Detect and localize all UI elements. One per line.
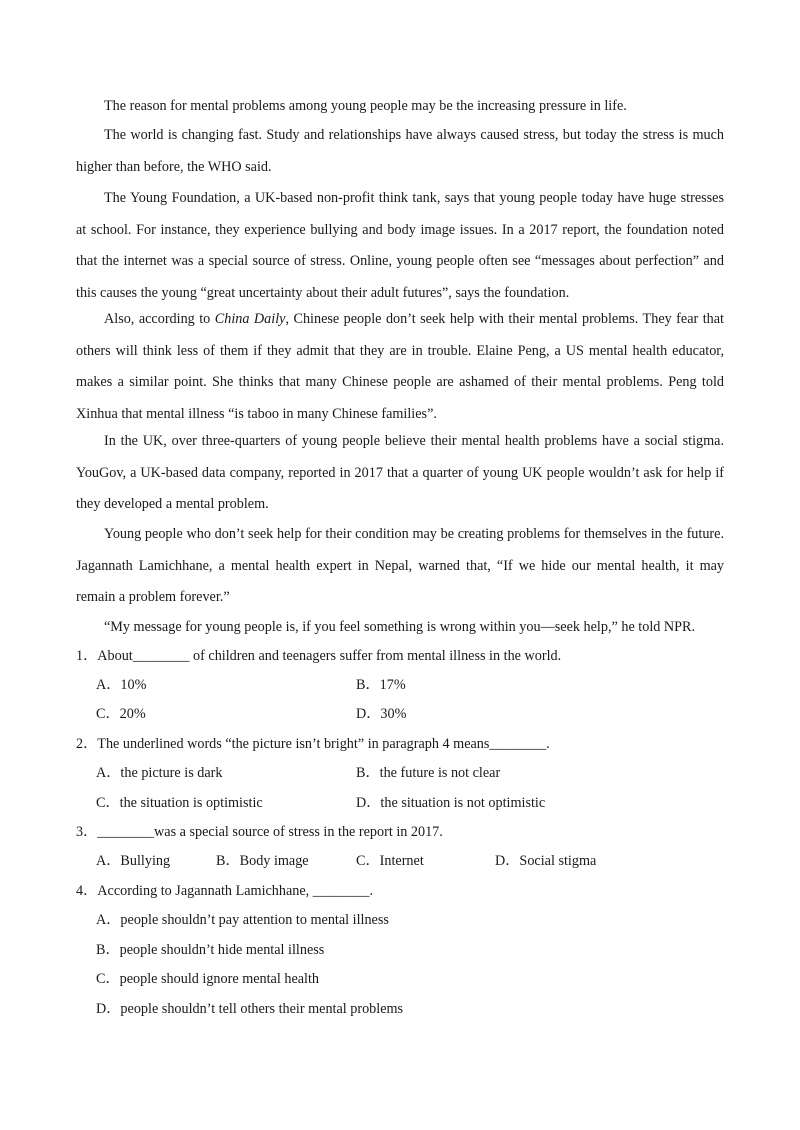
paragraph-3: The Young Foundation, a UK-based non-profit think tank, says that young people today have huge stresses at school. For instance, they experience bullying and body image issues. In a 2017 report, the foundation noted that the internet was a special source of stress. Online, young people often see “messages about perfection” and this causes the young “great uncertainty about their adult futures”, says the foundation.: [76, 190, 724, 301]
paragraph-4: [76, 304, 724, 430]
paragraph-1: The reason for mental problems among young people may be the increasing pressure in life.: [104, 98, 627, 114]
question-3-stem: 3．________was a special source of stress in the report in 2017.: [76, 824, 443, 840]
question-4-option-a: A．people shouldn’t pay attention to mental illness: [96, 912, 389, 928]
paragraph-7: “My message for young people is, if you feel something is wrong within you—seek help,” he told NPR.: [104, 619, 696, 635]
question-3-option-c: C．Internet: [356, 853, 424, 869]
question-1-option-c: C．20%: [96, 706, 146, 722]
question-1-option-d: D．30%: [356, 706, 407, 722]
newspaper-title: China Daily: [214, 311, 286, 327]
question-2-option-a: A．the picture is dark: [96, 765, 223, 781]
question-4-option-d: D．people shouldn’t tell others their mental problems: [96, 1001, 404, 1017]
paragraph-4-text-start: Also, according to: [104, 311, 215, 327]
paragraph-6: Young people who don’t seek help for their condition may be creating problems for themselves in the future. Jagannath Lamichhane, a mental health expert in Nepal, warned that, “If we hide our mental health, it may remain a problem forever.”: [76, 526, 724, 605]
question-4-option-c: C．people should ignore mental health: [96, 971, 320, 987]
question-2-option-d: D．the situation is not optimistic: [356, 795, 546, 811]
question-3-option-d: D．Social stigma: [495, 853, 597, 869]
question-4-stem: 4．According to Jagannath Lamichhane, ________.: [76, 883, 374, 899]
question-4-option-b: B．people shouldn’t hide mental illness: [96, 942, 325, 958]
question-1-stem: 1．About________ of children and teenagers suffer from mental illness in the world.: [76, 648, 562, 664]
paragraph-5: In the UK, over three-quarters of young people believe their mental health problems have a social stigma. YouGov, a UK-based data company, reported in 2017 that a quarter of young UK people wouldn’t ask for help if they developed a mental problem.: [76, 433, 724, 512]
question-2-stem: 2．The underlined words “the picture isn’t bright” in paragraph 4 means________.: [76, 736, 550, 752]
question-3-option-a: A．Bullying: [96, 853, 171, 869]
question-2-option-b: B．the future is not clear: [356, 765, 501, 781]
question-1-option-a: A．10%: [96, 677, 147, 693]
question-2-option-c: C．the situation is optimistic: [96, 795, 263, 811]
paragraph-2: The world is changing fast. Study and relationships have always caused stress, but today the stress is much higher than before, the WHO said.: [76, 127, 724, 175]
paragraph-4-text-end: , Chinese people don’t seek help with their mental problems. They fear that others will think less of them if they admit that they are in trouble. Elaine Peng, a US mental health educator, makes a similar point. She thinks that many Chinese people are ashamed of their mental problems. Peng told Xinhua that mental illness “is taboo in many Chinese families”.: [76, 311, 724, 422]
question-3-option-b: B．Body image: [216, 853, 309, 869]
question-1-option-b: B．17%: [356, 677, 406, 693]
